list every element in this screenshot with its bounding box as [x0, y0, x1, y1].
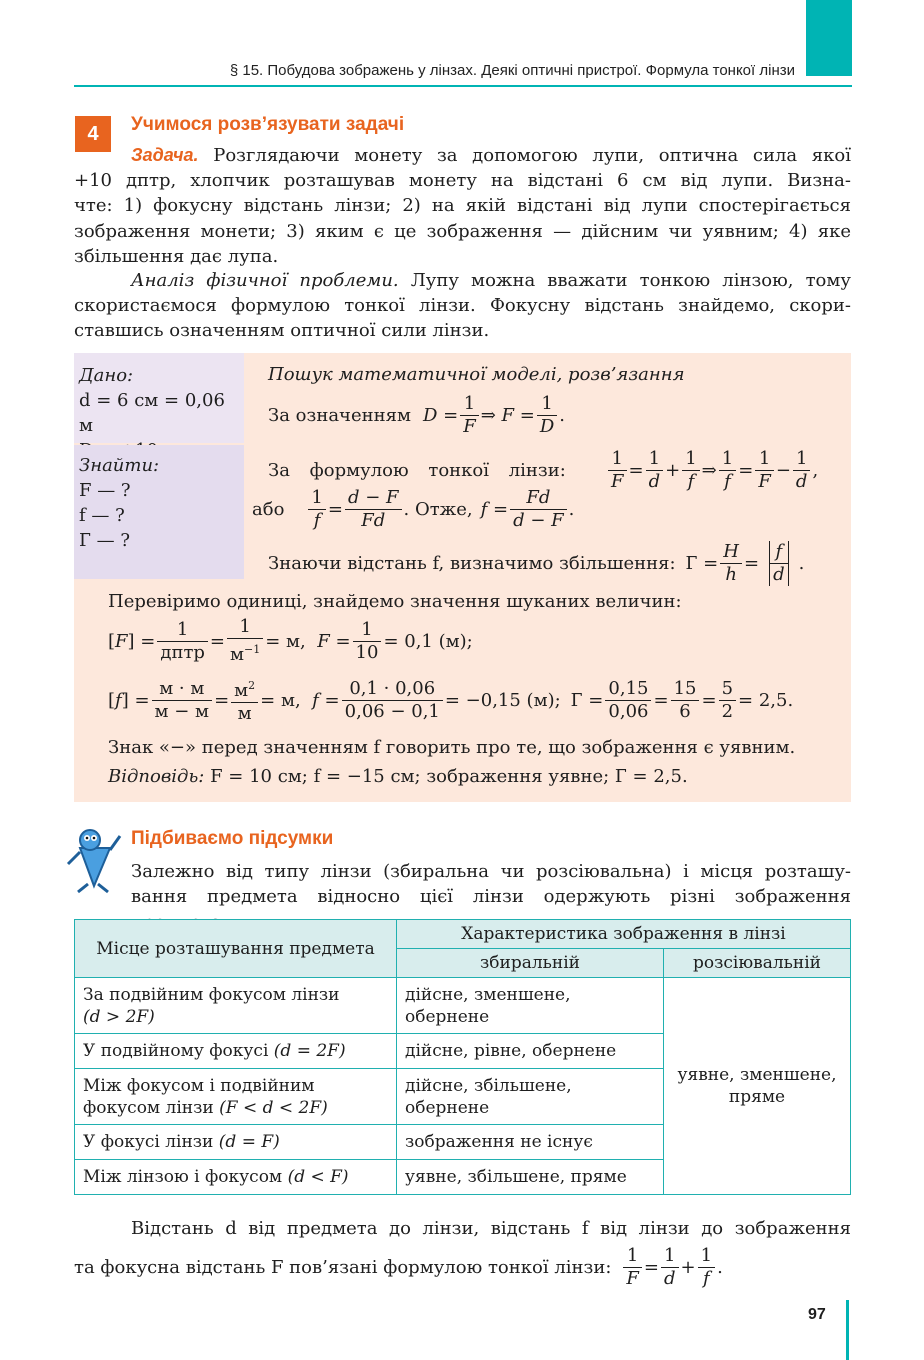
unit-check-f: [f] = $\frac{м \cdot м}{м - м}$ = $\frac{м^2}{м}$ = м, f = $\frac{0,1 \cdot 0,06}{0,06 - 0,1}$ = −0,15 (м); Г = $\frac{0,15}{0,06}$ = $\frac{15}{6}$ = $\frac{5}{2}$ = 2,5.	[108, 674, 793, 726]
task-continued: +10 дптр, хлопчик розташував монету на відстані 6 см від лупи. Визна- чте: 1) фокусну відстань лінзи; 2) на якій відстані від лупи спостерігається зображення монети; 3) яким є це зображення — дійсним чи уявним; 4) яке збільшення дає лупа.	[74, 170, 851, 267]
check-units-text: Перевіримо одиниці, знайдемо значення шуканих величин:	[108, 591, 682, 612]
header-characteristics: Характеристика зображення в лінзі	[397, 920, 851, 949]
magnification-formula: Знаючи відстань f, визначимо збільшення: Г = $\frac{H}{h}$ = $\frac{f}{d}$ .	[268, 540, 805, 585]
given-box	[74, 353, 244, 443]
solution-heading: Пошук математичної моделі, розв’язання	[268, 364, 685, 385]
lens-formula: $\frac{1}{F}$ = $\frac{1}{d}$ + $\frac{1}{f}$ ⇒ $\frac{1}{f}$ = $\frac{1}{F}$ − $\frac{1}{d}$ ,	[606, 445, 818, 495]
fraction: $\frac{1}{F}$	[460, 393, 479, 438]
diverging-cell: уявне, зменшене, пряме	[664, 978, 851, 1195]
find-item: f — ?	[79, 505, 125, 526]
given-item: d = 6 см = 0,06 м	[79, 390, 225, 436]
definition-formula: За означенням D = $\frac{1}{F}$ ⇒ F = $\frac{1}{D}$ .	[268, 392, 566, 437]
lens-formula-text: За формулою тонкої лінзи:	[268, 459, 566, 481]
find-item: Г — ?	[79, 530, 131, 551]
find-item: F — ?	[79, 480, 131, 501]
table-row: Між лінзою і фокусом (d < F) уявне, збільшене, пряме	[75, 1160, 851, 1195]
answer: Відповідь: F = 10 см; f = −15 см; зображення уявне; Г = 2,5.	[108, 766, 688, 787]
find-label: Знайти:	[79, 455, 160, 476]
section-number-badge: 4	[75, 116, 111, 152]
task-label: Задача.	[131, 145, 199, 165]
chapter-tab	[806, 0, 852, 76]
header-place: Місце розташування предмета	[75, 920, 397, 978]
answer-label: Відповідь:	[108, 766, 205, 787]
given-label: Дано:	[79, 365, 134, 386]
header-rule	[74, 85, 852, 87]
page-number: 97	[808, 1306, 826, 1323]
closing-formula: та фокусна відстань F пов’язані формулою тонкої лінзи: $\frac{1}{F}$ = $\frac{1}{d}$ + $\frac{1}{f}$ .	[74, 1244, 723, 1289]
fraction: $\frac{1}{D}$	[537, 393, 557, 438]
analysis-continued: скористаємося формулою тонкої лінзи. Фокусну відстань знайдемо, скори- ставшись означенням оптичної сили лінзи.	[74, 295, 851, 342]
image-characteristics-table	[74, 919, 851, 1195]
sign-note: Знак «−» перед значенням f говорить про те, що зображення є уявним.	[108, 737, 796, 758]
table-row: За подвійним фокусом лінзи (d > 2F) дійсне, зменшене, обернене уявне, зменшене, пряме	[75, 978, 851, 1034]
closing-line-1: Відстань d від предмета до лінзи, відстань f від лінзи до зображення	[131, 1218, 851, 1239]
find-box	[74, 445, 244, 579]
summary-intro: Залежно від типу лінзи (збиральна чи розсіювальна) і місця розташу- вання предмета відносно цієї лінзи одержують різні зображення	[131, 861, 851, 908]
solved-f-formula: або $\frac{1}{f}$ = $\frac{d - F}{Fd}$ . Отже, f = $\frac{Fd}{d - F}$ .	[252, 486, 575, 531]
task-line-1: Задача. Розглядаючи монету за допомогою лупи, оптична сила якої	[131, 145, 851, 166]
table-row: Між фокусом і подвійним фокусом лінзи (F < d < 2F) дійсне, збільшене, обернене	[75, 1069, 851, 1125]
analysis-line-1: Аналіз фізичної проблеми. Лупу можна вважати тонкою лінзою, тому	[131, 270, 851, 291]
footer-rule	[846, 1300, 849, 1360]
table-row: У фокусі лінзи (d = F) зображення не існує	[75, 1125, 851, 1160]
running-head: § 15. Побудова зображень у лінзах. Деякі оптичні пристрої. Формула тонкої лінзи	[229, 62, 795, 79]
header-converging: збиральній	[397, 949, 664, 978]
table-row: У подвійному фокусі (d = 2F) дійсне, рівне, обернене	[75, 1034, 851, 1069]
summary-title: Підбиваємо підсумки	[131, 828, 334, 849]
task-paragraph	[131, 143, 851, 168]
mascot-illustration	[60, 826, 126, 896]
header-diverging: розсіювальній	[664, 949, 851, 978]
analysis-label: Аналіз фізичної проблеми.	[131, 270, 399, 291]
section-title: Учимося розв’язувати задачі	[131, 114, 405, 135]
unit-check-F: [F] = $\frac{1}{\text{дптр}}$ = $\frac{1}{м^{-1}}$ = м, F = $\frac{1}{10}$ = 0,1 (м);	[108, 616, 473, 665]
